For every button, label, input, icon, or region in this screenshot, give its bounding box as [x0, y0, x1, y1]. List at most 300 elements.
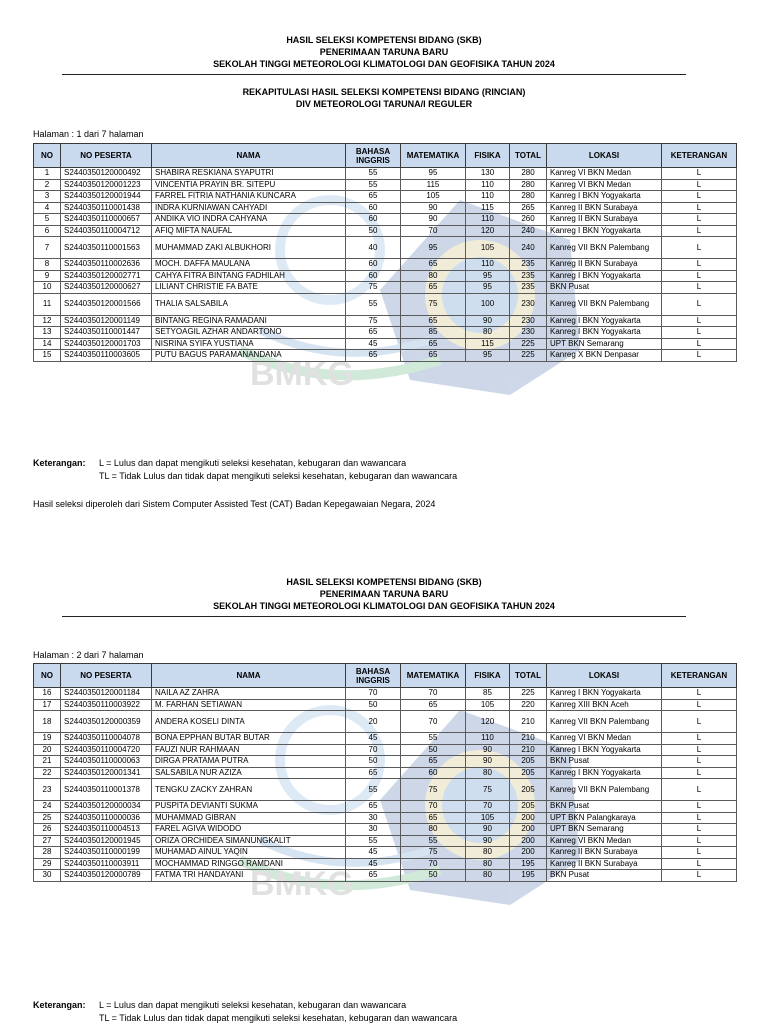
cell-keterangan: L — [662, 699, 737, 711]
cell-no-peserta: S2440350120001184 — [61, 688, 152, 700]
cell-fisika: 80 — [466, 327, 510, 339]
cell-total: 235 — [510, 259, 547, 271]
cell-keterangan: L — [662, 711, 737, 733]
cell-bahasa-inggris: 30 — [346, 824, 401, 836]
cell-no-peserta: S2440350120002771 — [61, 270, 152, 282]
table-row — [34, 237, 737, 259]
header-divider — [62, 616, 686, 617]
cell-lokasi: BKN Pusat — [547, 801, 662, 813]
legend-label: Keterangan: — [33, 1000, 86, 1010]
page-indicator: Halaman : 1 dari 7 halaman — [33, 129, 144, 139]
cell-no-peserta: S2440350110000063 — [61, 756, 152, 768]
cell-keterangan: L — [662, 733, 737, 745]
table-row — [34, 350, 737, 362]
cell-lokasi: Kanreg VII BKN Palembang — [547, 779, 662, 801]
table-row — [34, 711, 737, 733]
header-divider — [62, 74, 686, 75]
table-row — [34, 870, 737, 882]
cell-fisika: 105 — [466, 812, 510, 824]
cell-lokasi: BKN Pusat — [547, 282, 662, 294]
cell-bahasa-inggris: 45 — [346, 847, 401, 859]
cell-no-peserta: S2440350110003605 — [61, 350, 152, 362]
cell-nama: PUTU BAGUS PARAMANANDANA — [152, 350, 346, 362]
table-row — [34, 179, 737, 191]
table-row — [34, 812, 737, 824]
cell-bahasa-inggris: 65 — [346, 801, 401, 813]
table-row — [34, 767, 737, 779]
cell-no-peserta: S2440350110004720 — [61, 744, 152, 756]
cell-total: 200 — [510, 824, 547, 836]
cell-no-peserta: S2440350120001944 — [61, 191, 152, 203]
cell-total: 225 — [510, 688, 547, 700]
cell-fisika: 110 — [466, 733, 510, 745]
cell-no: 20 — [34, 744, 61, 756]
subheader-line-1: REKAPITULASI HASIL SELEKSI KOMPETENSI BIDANG (RINCIAN) — [242, 87, 526, 97]
cell-matematika: 90 — [401, 214, 466, 226]
header-line-2: PENERIMAAN TARUNA BARU — [319, 47, 449, 57]
cell-nama: MUHAMMAD GIBRAN — [152, 812, 346, 824]
cell-lokasi: Kanreg II BKN Surabaya — [547, 214, 662, 226]
cell-no: 1 — [34, 168, 61, 180]
cell-lokasi: Kanreg II BKN Surabaya — [547, 259, 662, 271]
cell-total: 280 — [510, 179, 547, 191]
document-subheader — [0, 86, 768, 110]
cell-nama: SHABIRA RESKIANA SYAPUTRI — [152, 168, 346, 180]
cell-total: 265 — [510, 202, 547, 214]
cell-bahasa-inggris: 65 — [346, 350, 401, 362]
cell-fisika: 105 — [466, 699, 510, 711]
cell-no-peserta: S2440350120000789 — [61, 870, 152, 882]
table-row — [34, 214, 737, 226]
cell-keterangan: L — [662, 688, 737, 700]
cell-nama: MUHAMMAD ZAKI ALBUKHORI — [152, 237, 346, 259]
cell-bahasa-inggris: 55 — [346, 779, 401, 801]
cell-keterangan: L — [662, 327, 737, 339]
cell-fisika: 105 — [466, 237, 510, 259]
cell-bahasa-inggris: 55 — [346, 179, 401, 191]
cell-lokasi: Kanreg VI BKN Medan — [547, 168, 662, 180]
cell-total: 230 — [510, 293, 547, 315]
cell-fisika: 80 — [466, 767, 510, 779]
cell-total: 205 — [510, 801, 547, 813]
table-header-row — [34, 664, 737, 688]
cell-matematika: 55 — [401, 835, 466, 847]
col-header-nama: NAMA — [152, 664, 346, 688]
cell-no-peserta: S2440350120001149 — [61, 315, 152, 327]
cell-no: 13 — [34, 327, 61, 339]
cell-keterangan: L — [662, 282, 737, 294]
table-row — [34, 744, 737, 756]
table-row — [34, 801, 737, 813]
cell-total: 200 — [510, 847, 547, 859]
cell-keterangan: L — [662, 237, 737, 259]
cell-no: 21 — [34, 756, 61, 768]
cell-matematika: 65 — [401, 282, 466, 294]
cell-keterangan: L — [662, 338, 737, 350]
cell-matematika: 65 — [401, 756, 466, 768]
cell-no: 6 — [34, 225, 61, 237]
cell-bahasa-inggris: 30 — [346, 812, 401, 824]
cell-keterangan: L — [662, 858, 737, 870]
cell-nama: MUHAMAD AINUL YAQIN — [152, 847, 346, 859]
cell-matematika: 50 — [401, 744, 466, 756]
cell-no: 25 — [34, 812, 61, 824]
header-line-1: HASIL SELEKSI KOMPETENSI BIDANG (SKB) — [286, 577, 482, 587]
cell-lokasi: Kanreg VII BKN Palembang — [547, 711, 662, 733]
cell-bahasa-inggris: 75 — [346, 282, 401, 294]
cell-no: 27 — [34, 835, 61, 847]
cell-matematika: 115 — [401, 179, 466, 191]
cell-matematika: 65 — [401, 315, 466, 327]
cell-matematika: 85 — [401, 327, 466, 339]
cell-matematika: 80 — [401, 270, 466, 282]
table-row — [34, 327, 737, 339]
cell-no-peserta: S2440350110001563 — [61, 237, 152, 259]
cell-no: 4 — [34, 202, 61, 214]
cell-lokasi: UPT BKN Semarang — [547, 338, 662, 350]
cell-total: 230 — [510, 327, 547, 339]
cell-no-peserta: S2440350120000492 — [61, 168, 152, 180]
cell-lokasi: Kanreg I BKN Yogyakarta — [547, 225, 662, 237]
cell-total: 210 — [510, 733, 547, 745]
cell-no: 5 — [34, 214, 61, 226]
cell-no-peserta: S2440350120001703 — [61, 338, 152, 350]
cell-no: 9 — [34, 270, 61, 282]
cell-no: 28 — [34, 847, 61, 859]
cell-no: 14 — [34, 338, 61, 350]
results-table-page-1 — [33, 143, 737, 362]
col-header-no-peserta: NO PESERTA — [61, 664, 152, 688]
cell-lokasi: Kanreg I BKN Yogyakarta — [547, 191, 662, 203]
document-header — [0, 576, 768, 612]
cell-bahasa-inggris: 45 — [346, 733, 401, 745]
cell-keterangan: L — [662, 835, 737, 847]
watermark-text: BMKG — [250, 865, 354, 903]
table-row — [34, 858, 737, 870]
cell-no-peserta: S2440350110001378 — [61, 779, 152, 801]
table-row — [34, 779, 737, 801]
cell-keterangan: L — [662, 315, 737, 327]
header-line-1: HASIL SELEKSI KOMPETENSI BIDANG (SKB) — [286, 35, 482, 45]
cell-matematika: 55 — [401, 733, 466, 745]
cell-no-peserta: S2440350110004513 — [61, 824, 152, 836]
table-header-row — [34, 144, 737, 168]
cell-matematika: 70 — [401, 225, 466, 237]
cell-keterangan: L — [662, 168, 737, 180]
results-table-page-2 — [33, 663, 737, 882]
cell-lokasi: Kanreg X BKN Denpasar — [547, 350, 662, 362]
cell-nama: ORIZA ORCHIDEA SIMANUNGKALIT — [152, 835, 346, 847]
cell-nama: DIRGA PRATAMA PUTRA — [152, 756, 346, 768]
col-header-no: NO — [34, 664, 61, 688]
cell-keterangan: L — [662, 191, 737, 203]
cell-nama: BONA EPPHAN BUTAR BUTAR — [152, 733, 346, 745]
cell-no-peserta: S2440350110003911 — [61, 858, 152, 870]
cell-bahasa-inggris: 50 — [346, 756, 401, 768]
cell-no: 12 — [34, 315, 61, 327]
col-header-lokasi: LOKASI — [547, 664, 662, 688]
cell-no-peserta: S2440350120001223 — [61, 179, 152, 191]
cell-keterangan: L — [662, 870, 737, 882]
cell-bahasa-inggris: 60 — [346, 270, 401, 282]
cell-no: 8 — [34, 259, 61, 271]
cell-keterangan: L — [662, 756, 737, 768]
table-row — [34, 270, 737, 282]
document-header — [0, 34, 768, 70]
col-header-matematika: MATEMATIKA — [401, 144, 466, 168]
cell-bahasa-inggris: 55 — [346, 835, 401, 847]
cell-total: 240 — [510, 225, 547, 237]
cell-nama: FATMA TRI HANDAYANI — [152, 870, 346, 882]
table-row — [34, 282, 737, 294]
cell-nama: NISRINA SYIFA YUSTIANA — [152, 338, 346, 350]
cell-lokasi: Kanreg II BKN Surabaya — [547, 202, 662, 214]
cell-fisika: 90 — [466, 835, 510, 847]
cell-total: 220 — [510, 699, 547, 711]
cell-no-peserta: S2440350110003922 — [61, 699, 152, 711]
col-header-total: TOTAL — [510, 664, 547, 688]
cell-keterangan: L — [662, 824, 737, 836]
cell-nama: CAHYA FITRA BINTANG FADHILAH — [152, 270, 346, 282]
cell-keterangan: L — [662, 270, 737, 282]
cell-no-peserta: S2440350110000657 — [61, 214, 152, 226]
cell-total: 205 — [510, 756, 547, 768]
cell-matematika: 65 — [401, 338, 466, 350]
cell-fisika: 80 — [466, 858, 510, 870]
cell-lokasi: BKN Pusat — [547, 870, 662, 882]
cell-lokasi: UPT BKN Palangkaraya — [547, 812, 662, 824]
cell-bahasa-inggris: 20 — [346, 711, 401, 733]
cell-bahasa-inggris: 70 — [346, 688, 401, 700]
cell-matematika: 95 — [401, 168, 466, 180]
cell-nama: TENGKU ZACKY ZAHRAN — [152, 779, 346, 801]
col-header-lokasi: LOKASI — [547, 144, 662, 168]
cell-no-peserta: S2440350110000036 — [61, 812, 152, 824]
table-row — [34, 202, 737, 214]
cell-nama: VINCENTIA PRAYIN BR. SITEPU — [152, 179, 346, 191]
cell-no-peserta: S2440350120000359 — [61, 711, 152, 733]
cell-fisika: 90 — [466, 824, 510, 836]
cell-bahasa-inggris: 75 — [346, 315, 401, 327]
source-note: Hasil seleksi diperoleh dari Sistem Computer Assisted Test (CAT) Badan Kepegawaian Negara, 2024 — [33, 499, 436, 509]
col-header-bahasa-inggris: BAHASA INGGRIS — [346, 144, 401, 168]
cell-no: 24 — [34, 801, 61, 813]
cell-nama: FAUZI NUR RAHMAAN — [152, 744, 346, 756]
cell-lokasi: Kanreg I BKN Yogyakarta — [547, 744, 662, 756]
cell-lokasi: Kanreg VII BKN Palembang — [547, 293, 662, 315]
cell-matematika: 80 — [401, 824, 466, 836]
cell-no: 2 — [34, 179, 61, 191]
cell-matematika: 75 — [401, 847, 466, 859]
cell-nama: FAREL AGIVA WIDODO — [152, 824, 346, 836]
cell-lokasi: Kanreg VI BKN Medan — [547, 733, 662, 745]
cell-nama: LILIANT CHRISTIE FA BATE — [152, 282, 346, 294]
cell-lokasi: Kanreg I BKN Yogyakarta — [547, 767, 662, 779]
cell-lokasi: Kanreg I BKN Yogyakarta — [547, 270, 662, 282]
table-row — [34, 824, 737, 836]
cell-no: 10 — [34, 282, 61, 294]
cell-lokasi: Kanreg I BKN Yogyakarta — [547, 315, 662, 327]
legend-tidak-lulus: TL = Tidak Lulus dan tidak dapat mengikuti seleksi kesehatan, kebugaran dan wawancara — [99, 1013, 458, 1023]
cell-matematika: 60 — [401, 767, 466, 779]
cell-fisika: 110 — [466, 259, 510, 271]
cell-keterangan: L — [662, 779, 737, 801]
cell-nama: PUSPITA DEVIANTI SUKMA — [152, 801, 346, 813]
cell-total: 200 — [510, 835, 547, 847]
cell-lokasi: Kanreg I BKN Yogyakarta — [547, 688, 662, 700]
table-row — [34, 699, 737, 711]
table-row — [34, 733, 737, 745]
cell-matematika: 70 — [401, 801, 466, 813]
cell-total: 280 — [510, 168, 547, 180]
cell-nama: M. FARHAN SETIAWAN — [152, 699, 346, 711]
cell-lokasi: Kanreg VI BKN Medan — [547, 835, 662, 847]
page-2 — [0, 540, 768, 1024]
cell-matematika: 95 — [401, 237, 466, 259]
cell-lokasi: Kanreg II BKN Surabaya — [547, 858, 662, 870]
cell-keterangan: L — [662, 179, 737, 191]
cell-total: 280 — [510, 191, 547, 203]
cell-total: 260 — [510, 214, 547, 226]
cell-no-peserta: S2440350110004078 — [61, 733, 152, 745]
cell-no: 17 — [34, 699, 61, 711]
cell-bahasa-inggris: 45 — [346, 338, 401, 350]
cell-no-peserta: S2440350120000627 — [61, 282, 152, 294]
cell-fisika: 120 — [466, 225, 510, 237]
cell-nama: AFIQ MIFTA NAUFAL — [152, 225, 346, 237]
cell-lokasi: Kanreg I BKN Yogyakarta — [547, 327, 662, 339]
cell-keterangan: L — [662, 801, 737, 813]
cell-fisika: 110 — [466, 179, 510, 191]
cell-fisika: 80 — [466, 870, 510, 882]
cell-lokasi: UPT BKN Semarang — [547, 824, 662, 836]
cell-keterangan: L — [662, 744, 737, 756]
cell-no-peserta: S2440350120000034 — [61, 801, 152, 813]
page-indicator: Halaman : 2 dari 7 halaman — [33, 650, 144, 660]
cell-nama: ANDIKA VIO INDRA CAHYANA — [152, 214, 346, 226]
cell-total: 195 — [510, 858, 547, 870]
table-row — [34, 315, 737, 327]
col-header-bahasa-inggris: BAHASA INGGRIS — [346, 664, 401, 688]
cell-bahasa-inggris: 40 — [346, 237, 401, 259]
cell-no-peserta: S2440350120001341 — [61, 767, 152, 779]
cell-lokasi: BKN Pusat — [547, 756, 662, 768]
legend-lulus: L = Lulus dan dapat mengikuti seleksi kesehatan, kebugaran dan wawancara — [99, 458, 407, 468]
cell-fisika: 90 — [466, 315, 510, 327]
cell-no-peserta: S2440350110001447 — [61, 327, 152, 339]
cell-fisika: 95 — [466, 350, 510, 362]
cell-no-peserta: S2440350120001945 — [61, 835, 152, 847]
cell-lokasi: Kanreg VII BKN Palembang — [547, 237, 662, 259]
cell-matematika: 65 — [401, 699, 466, 711]
cell-keterangan: L — [662, 202, 737, 214]
cell-keterangan: L — [662, 214, 737, 226]
col-header-fisika: FISIKA — [466, 664, 510, 688]
cell-nama: ANDERA KOSELI DINTA — [152, 711, 346, 733]
cell-bahasa-inggris: 60 — [346, 214, 401, 226]
cell-nama: MOCHAMMAD RINGGO RAMDANI — [152, 858, 346, 870]
cell-fisika: 90 — [466, 756, 510, 768]
header-line-2: PENERIMAAN TARUNA BARU — [319, 589, 449, 599]
table-row — [34, 168, 737, 180]
cell-fisika: 115 — [466, 338, 510, 350]
cell-keterangan: L — [662, 350, 737, 362]
col-header-fisika: FISIKA — [466, 144, 510, 168]
cell-keterangan: L — [662, 812, 737, 824]
cell-fisika: 110 — [466, 214, 510, 226]
cell-keterangan: L — [662, 259, 737, 271]
cell-nama: NAILA AZ ZAHRA — [152, 688, 346, 700]
cell-nama: BINTANG REGINA RAMADANI — [152, 315, 346, 327]
cell-total: 205 — [510, 779, 547, 801]
cell-lokasi: Kanreg VI BKN Medan — [547, 179, 662, 191]
cell-total: 230 — [510, 315, 547, 327]
cell-no: 30 — [34, 870, 61, 882]
cell-matematika: 75 — [401, 293, 466, 315]
cell-fisika: 120 — [466, 711, 510, 733]
legend-lulus: L = Lulus dan dapat mengikuti seleksi kesehatan, kebugaran dan wawancara — [99, 1000, 407, 1010]
cell-total: 195 — [510, 870, 547, 882]
cell-total: 235 — [510, 270, 547, 282]
cell-fisika: 75 — [466, 779, 510, 801]
cell-no: 16 — [34, 688, 61, 700]
cell-no: 23 — [34, 779, 61, 801]
cell-nama: SALSABILA NUR AZIZA — [152, 767, 346, 779]
cell-fisika: 80 — [466, 847, 510, 859]
cell-lokasi: Kanreg II BKN Surabaya — [547, 847, 662, 859]
cell-matematika: 105 — [401, 191, 466, 203]
cell-no: 11 — [34, 293, 61, 315]
cell-total: 210 — [510, 744, 547, 756]
cell-fisika: 70 — [466, 801, 510, 813]
cell-bahasa-inggris: 65 — [346, 870, 401, 882]
cell-total: 225 — [510, 338, 547, 350]
cell-matematika: 65 — [401, 812, 466, 824]
table-row — [34, 835, 737, 847]
cell-keterangan: L — [662, 225, 737, 237]
table-row — [34, 688, 737, 700]
cell-no: 26 — [34, 824, 61, 836]
cell-no-peserta: S2440350110000199 — [61, 847, 152, 859]
cell-fisika: 130 — [466, 168, 510, 180]
cell-keterangan: L — [662, 293, 737, 315]
col-header-total: TOTAL — [510, 144, 547, 168]
cell-fisika: 95 — [466, 270, 510, 282]
cell-bahasa-inggris: 65 — [346, 327, 401, 339]
legend-tidak-lulus: TL = Tidak Lulus dan tidak dapat mengikuti seleksi kesehatan, kebugaran dan wawancara — [99, 471, 458, 481]
cell-no: 18 — [34, 711, 61, 733]
cell-lokasi: Kanreg XIII BKN Aceh — [547, 699, 662, 711]
watermark-text: BMKG — [250, 355, 354, 393]
cell-nama: FARREL FITRIA NATHANIA KUNCARA — [152, 191, 346, 203]
cell-nama: INDRA KURNIAWAN CAHYADI — [152, 202, 346, 214]
cell-nama: MOCH. DAFFA MAULANA — [152, 259, 346, 271]
cell-no: 15 — [34, 350, 61, 362]
table-row — [34, 191, 737, 203]
cell-no: 3 — [34, 191, 61, 203]
cell-bahasa-inggris: 65 — [346, 767, 401, 779]
cell-matematika: 90 — [401, 202, 466, 214]
cell-bahasa-inggris: 50 — [346, 699, 401, 711]
cell-nama: SETYOAGIL AZHAR ANDARTONO — [152, 327, 346, 339]
table-row — [34, 338, 737, 350]
cell-fisika: 110 — [466, 191, 510, 203]
col-header-keterangan: KETERANGAN — [662, 144, 737, 168]
col-header-no-peserta: NO PESERTA — [61, 144, 152, 168]
subheader-line-2: DIV METEOROLOGI TARUNA/I REGULER — [295, 99, 473, 109]
cell-matematika: 75 — [401, 779, 466, 801]
cell-matematika: 70 — [401, 711, 466, 733]
